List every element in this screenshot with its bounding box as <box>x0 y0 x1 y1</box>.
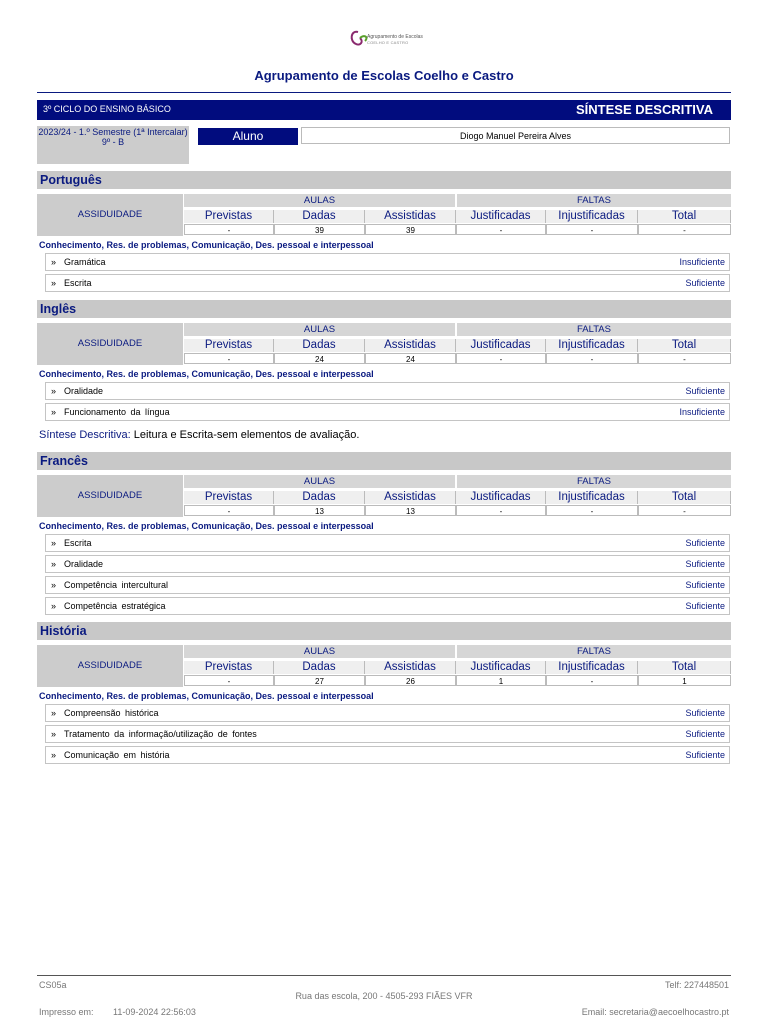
footer-address: Rua das escola, 200 - 4505-293 FIÃES VFR <box>295 991 473 1001</box>
attendance-value: - <box>456 224 546 235</box>
footer-printed-label: Impresso em: <box>39 1007 94 1017</box>
attendance-value: 1 <box>456 675 546 686</box>
evaluation-row <box>45 274 730 292</box>
attendance-label: ASSIDUIDADE <box>37 475 183 517</box>
criterion-name: Gramática <box>64 257 106 267</box>
synthesis-text: Leitura e Escrita-sem elementos de avaliação. <box>133 429 360 441</box>
subject-header <box>37 622 731 640</box>
attendance-value: - <box>184 224 274 235</box>
criterion-level: Suficiente <box>685 278 725 288</box>
attendance-value: - <box>456 353 546 364</box>
row-bullet: » <box>51 278 57 288</box>
criterion-level: Suficiente <box>685 386 725 396</box>
criterion-level: Suficiente <box>685 750 725 760</box>
column-header: Dadas <box>274 210 365 223</box>
title-divider <box>37 92 731 93</box>
evaluation-row <box>45 704 730 722</box>
footer-phone: Telf: 227448501 <box>664 980 729 990</box>
column-header: Dadas <box>274 339 365 352</box>
attendance-value: - <box>184 353 274 364</box>
attendance-value: 13 <box>274 505 365 516</box>
criterion-level: Suficiente <box>685 729 725 739</box>
row-bullet: » <box>51 559 57 569</box>
criterion-name: Competência estratégica <box>64 601 166 611</box>
subject-name: Francês <box>40 454 88 468</box>
criterion-level: Insuficiente <box>679 407 725 417</box>
english-synthesis <box>39 429 359 441</box>
column-header: Previstas <box>184 661 274 674</box>
competencies-title: Conhecimento, Res. de problemas, Comunicação, Des. pessoal e interpessoal <box>39 691 374 701</box>
attendance-value: 26 <box>365 675 456 686</box>
column-header: Injustificadas <box>546 661 638 674</box>
attendance-value: 27 <box>274 675 365 686</box>
competencies-title: Conhecimento, Res. de problemas, Comunicação, Des. pessoal e interpessoal <box>39 521 374 531</box>
subject-name: História <box>40 624 87 638</box>
column-header: Total <box>638 661 731 674</box>
attendance-label: ASSIDUIDADE <box>37 323 183 365</box>
subject-name: Português <box>40 173 102 187</box>
criterion-name: Escrita <box>64 278 92 288</box>
row-bullet: » <box>51 386 57 396</box>
criterion-level: Suficiente <box>685 538 725 548</box>
attendance-value: - <box>638 224 731 235</box>
attendance-label: ASSIDUIDADE <box>37 645 183 687</box>
evaluation-row <box>45 576 730 594</box>
evaluation-row <box>45 555 730 573</box>
criterion-level: Suficiente <box>685 601 725 611</box>
evaluation-row <box>45 403 730 421</box>
attendance-value: - <box>546 353 638 364</box>
attendance-value: - <box>638 353 731 364</box>
student-name: Diogo Manuel Pereira Alves <box>301 127 730 144</box>
student-label: Aluno <box>198 128 298 145</box>
subject-name: Inglês <box>40 302 77 316</box>
classes-group-header: AULAS <box>184 475 455 488</box>
criterion-level: Suficiente <box>685 580 725 590</box>
criterion-level: Insuficiente <box>679 257 725 267</box>
evaluation-row <box>45 746 730 764</box>
column-header: Injustificadas <box>546 210 638 223</box>
attendance-value: 39 <box>274 224 365 235</box>
criterion-level: Suficiente <box>685 559 725 569</box>
row-bullet: » <box>51 407 57 417</box>
absences-group-header: FALTAS <box>457 475 731 488</box>
logo-line-1: Agrupamento de Escolas <box>367 34 423 40</box>
row-bullet: » <box>51 257 57 267</box>
cycle-label: 3º CICLO DO ENSINO BÁSICO <box>43 104 171 114</box>
classes-group-header: AULAS <box>184 645 455 658</box>
column-header: Previstas <box>184 339 274 352</box>
attendance-value: - <box>546 675 638 686</box>
school-title: Agrupamento de Escolas Coelho e Castro <box>254 68 514 83</box>
competencies-title: Conhecimento, Res. de problemas, Comunicação, Des. pessoal e interpessoal <box>39 369 374 379</box>
subject-header <box>37 452 731 470</box>
column-header: Assistidas <box>365 491 456 504</box>
competencies-title: Conhecimento, Res. de problemas, Comunicação, Des. pessoal e interpessoal <box>39 240 374 250</box>
evaluation-row <box>45 534 730 552</box>
classes-group-header: AULAS <box>184 323 455 336</box>
column-header: Previstas <box>184 210 274 223</box>
column-header: Previstas <box>184 491 274 504</box>
criterion-name: Compreensão histórica <box>64 708 159 718</box>
row-bullet: » <box>51 708 57 718</box>
row-bullet: » <box>51 729 57 739</box>
logo-line-2: COELHO E CASTRO <box>367 40 409 45</box>
criterion-name: Escrita <box>64 538 92 548</box>
criterion-name: Oralidade <box>64 386 104 396</box>
criterion-name: Funcionamento da língua <box>64 407 170 417</box>
column-header: Total <box>638 491 731 504</box>
evaluation-row <box>45 382 730 400</box>
absences-group-header: FALTAS <box>457 194 731 207</box>
column-header: Injustificadas <box>546 491 638 504</box>
document-type: SÍNTESE DESCRITIVA <box>575 102 713 117</box>
column-header: Dadas <box>274 661 365 674</box>
attendance-value: - <box>184 505 274 516</box>
column-header: Dadas <box>274 491 365 504</box>
column-header: Total <box>638 339 731 352</box>
report-header-band <box>37 100 731 120</box>
absences-group-header: FALTAS <box>457 645 731 658</box>
footer-code: CS05a <box>39 980 67 990</box>
criterion-name: Oralidade <box>64 559 104 569</box>
attendance-value: 39 <box>365 224 456 235</box>
absences-group-header: FALTAS <box>457 323 731 336</box>
attendance-value: 24 <box>274 353 365 364</box>
attendance-value: - <box>184 675 274 686</box>
column-header: Assistidas <box>365 339 456 352</box>
column-header: Justificadas <box>456 491 546 504</box>
attendance-value: - <box>546 505 638 516</box>
attendance-value: - <box>456 505 546 516</box>
column-header: Injustificadas <box>546 339 638 352</box>
column-header: Total <box>638 210 731 223</box>
evaluation-row <box>45 253 730 271</box>
row-bullet: » <box>51 538 57 548</box>
attendance-value: - <box>638 505 731 516</box>
column-header: Justificadas <box>456 339 546 352</box>
evaluation-row <box>45 725 730 743</box>
subject-header <box>37 171 731 189</box>
period-box <box>37 126 189 164</box>
footer-divider <box>37 975 731 976</box>
subject-header <box>37 300 731 318</box>
evaluation-row <box>45 597 730 615</box>
criterion-name: Competência intercultural <box>64 580 169 590</box>
row-bullet: » <box>51 601 57 611</box>
synthesis-label: Síntese Descritiva: <box>39 429 131 441</box>
footer-email: Email: secretaria@aecoelhocastro.pt <box>581 1007 729 1017</box>
row-bullet: » <box>51 750 57 760</box>
attendance-value: 1 <box>638 675 731 686</box>
class-label: 9º - B <box>101 136 125 147</box>
attendance-value: 24 <box>365 353 456 364</box>
attendance-label: ASSIDUIDADE <box>37 194 183 236</box>
column-header: Justificadas <box>456 210 546 223</box>
classes-group-header: AULAS <box>184 194 455 207</box>
row-bullet: » <box>51 580 57 590</box>
criterion-name: Tratamento da informação/utilização de fontes <box>64 729 257 739</box>
attendance-value: 13 <box>365 505 456 516</box>
period-label: 2023/24 - 1.º Semestre (1ª Intercalar) <box>38 127 188 137</box>
attendance-value: - <box>546 224 638 235</box>
criterion-level: Suficiente <box>685 708 725 718</box>
school-logo <box>348 27 428 51</box>
criterion-name: Comunicação em história <box>64 750 170 760</box>
column-header: Assistidas <box>365 210 456 223</box>
column-header: Justificadas <box>456 661 546 674</box>
footer-printed-date: 11-09-2024 22:56:03 <box>113 1007 196 1017</box>
column-header: Assistidas <box>365 661 456 674</box>
